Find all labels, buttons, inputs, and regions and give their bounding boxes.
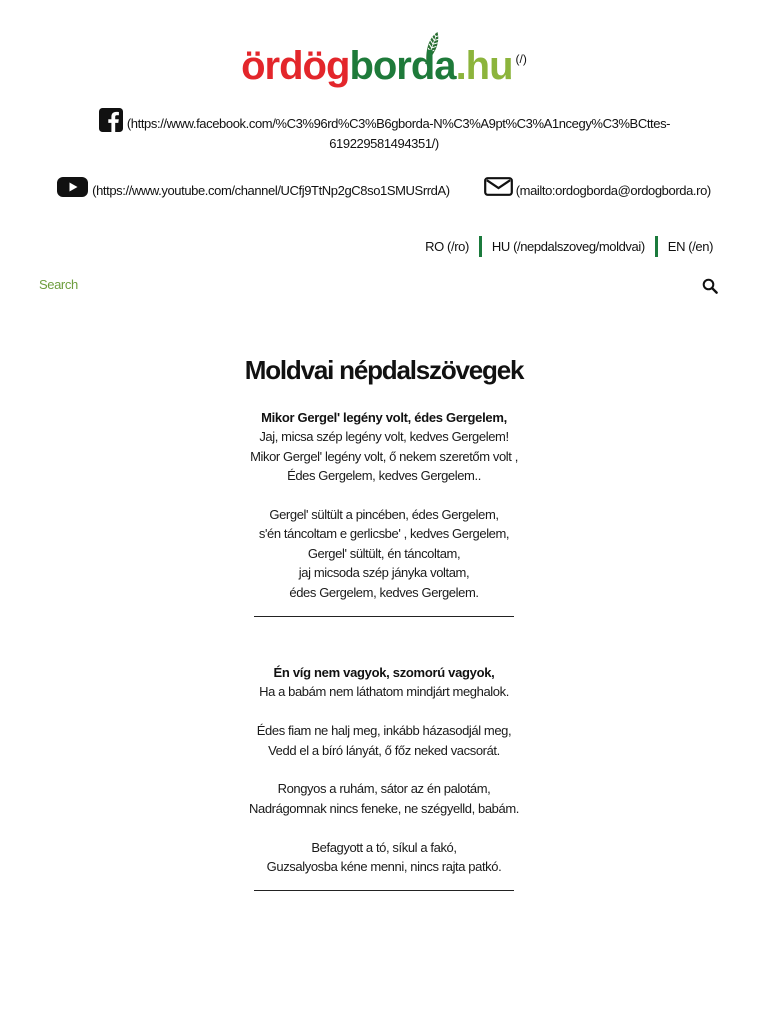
home-link[interactable]: (/) (515, 52, 527, 66)
search-icon[interactable] (702, 278, 718, 294)
song-divider (254, 616, 514, 617)
lyric-line: Guzsalyosba kéne menni, nincs rajta patkó. (266, 859, 502, 875)
stanza (0, 427, 768, 485)
youtube-link[interactable] (57, 183, 450, 198)
facebook-row (0, 114, 768, 154)
facebook-link-text[interactable]: (https://www.facebook.com/%C3%96rd%C3%B6gborda-N%C3%A9pt%C3%A1ncegy%C3%BCttes- 619229581494351/) (126, 116, 671, 151)
song-title: Én víg nem vagyok, szomorú vagyok, (273, 665, 495, 681)
lang-hu-link[interactable]: HU (/nepdalszoveg/moldvai) (491, 239, 645, 254)
logo-text-ordog: ördög (241, 44, 350, 88)
youtube-icon[interactable] (57, 177, 88, 197)
search-input[interactable] (39, 274, 689, 296)
youtube-link-text[interactable]: (https://www.youtube.com/channel/UCfj9TtNp2gC8so1SMUSrrdA) (92, 183, 450, 198)
lang-separator (479, 236, 482, 257)
facebook-icon[interactable] (98, 108, 124, 132)
lyric-line: Édes Gergelem, kedves Gergelem.. (287, 468, 481, 484)
email-link[interactable] (484, 183, 711, 198)
search-form (39, 274, 729, 296)
lyric-line: Rongyos a ruhám, sátor az én palotám, (277, 781, 491, 797)
stanza (0, 838, 768, 877)
language-switcher (425, 236, 713, 257)
lyric-line: Gergel' sültült, én táncoltam, (307, 545, 461, 561)
email-link-text[interactable]: (mailto:ordogborda@ordogborda.ro) (515, 183, 711, 198)
lyric-line: Gergel' sültült a pincében, édes Gergelem, (269, 507, 499, 523)
stanza (0, 721, 768, 760)
facebook-link[interactable] (98, 116, 670, 151)
song (0, 408, 768, 617)
stanza (0, 682, 768, 701)
lyric-line: Befagyott a tó, síkul a fakó, (311, 839, 457, 855)
song-list (0, 408, 768, 891)
stanza (0, 779, 768, 818)
lyric-line: Nadrágomnak nincs feneke, ne szégyelld, babám. (249, 800, 519, 816)
lyric-line: Mikor Gergel' legény volt, ő nekem szeretőm volt , (250, 448, 518, 464)
song-title: Mikor Gergel' legény volt, édes Gergelem, (261, 410, 507, 425)
song-divider (254, 890, 514, 891)
lyric-line: Édes fiam ne halj meg, inkább házasodjál meg, (256, 723, 512, 739)
song (0, 663, 768, 891)
lang-ro-link[interactable]: RO (/ro) (425, 239, 469, 254)
lyric-line: Ha a babám nem láthatom mindjárt meghalok. (259, 684, 509, 700)
lyric-line: Jaj, micsa szép legény volt, kedves Gergelem! (259, 429, 509, 445)
logo-text-hu: .hu (455, 44, 513, 88)
site-logo[interactable] (241, 46, 512, 86)
envelope-icon[interactable] (484, 177, 513, 196)
stanza (0, 505, 768, 602)
logo-text-borda: borda (349, 44, 456, 88)
lyric-line: Vedd el a bíró lányát, ő főz neked vacsorát. (268, 742, 500, 758)
lang-separator (655, 236, 658, 257)
lyric-line: édes Gergelem, kedves Gergelem. (289, 584, 479, 600)
social-row (0, 181, 768, 201)
logo-row (0, 46, 768, 86)
page-title: Moldvai népdalszövegek (244, 355, 524, 385)
lyric-line: s'én táncoltam e gerlicsbe' , kedves Gergelem, (258, 526, 510, 542)
search-button[interactable] (702, 278, 718, 294)
lang-en-link[interactable]: EN (/en) (667, 239, 713, 254)
lyric-line: jaj micsoda szép jányka voltam, (298, 565, 470, 581)
